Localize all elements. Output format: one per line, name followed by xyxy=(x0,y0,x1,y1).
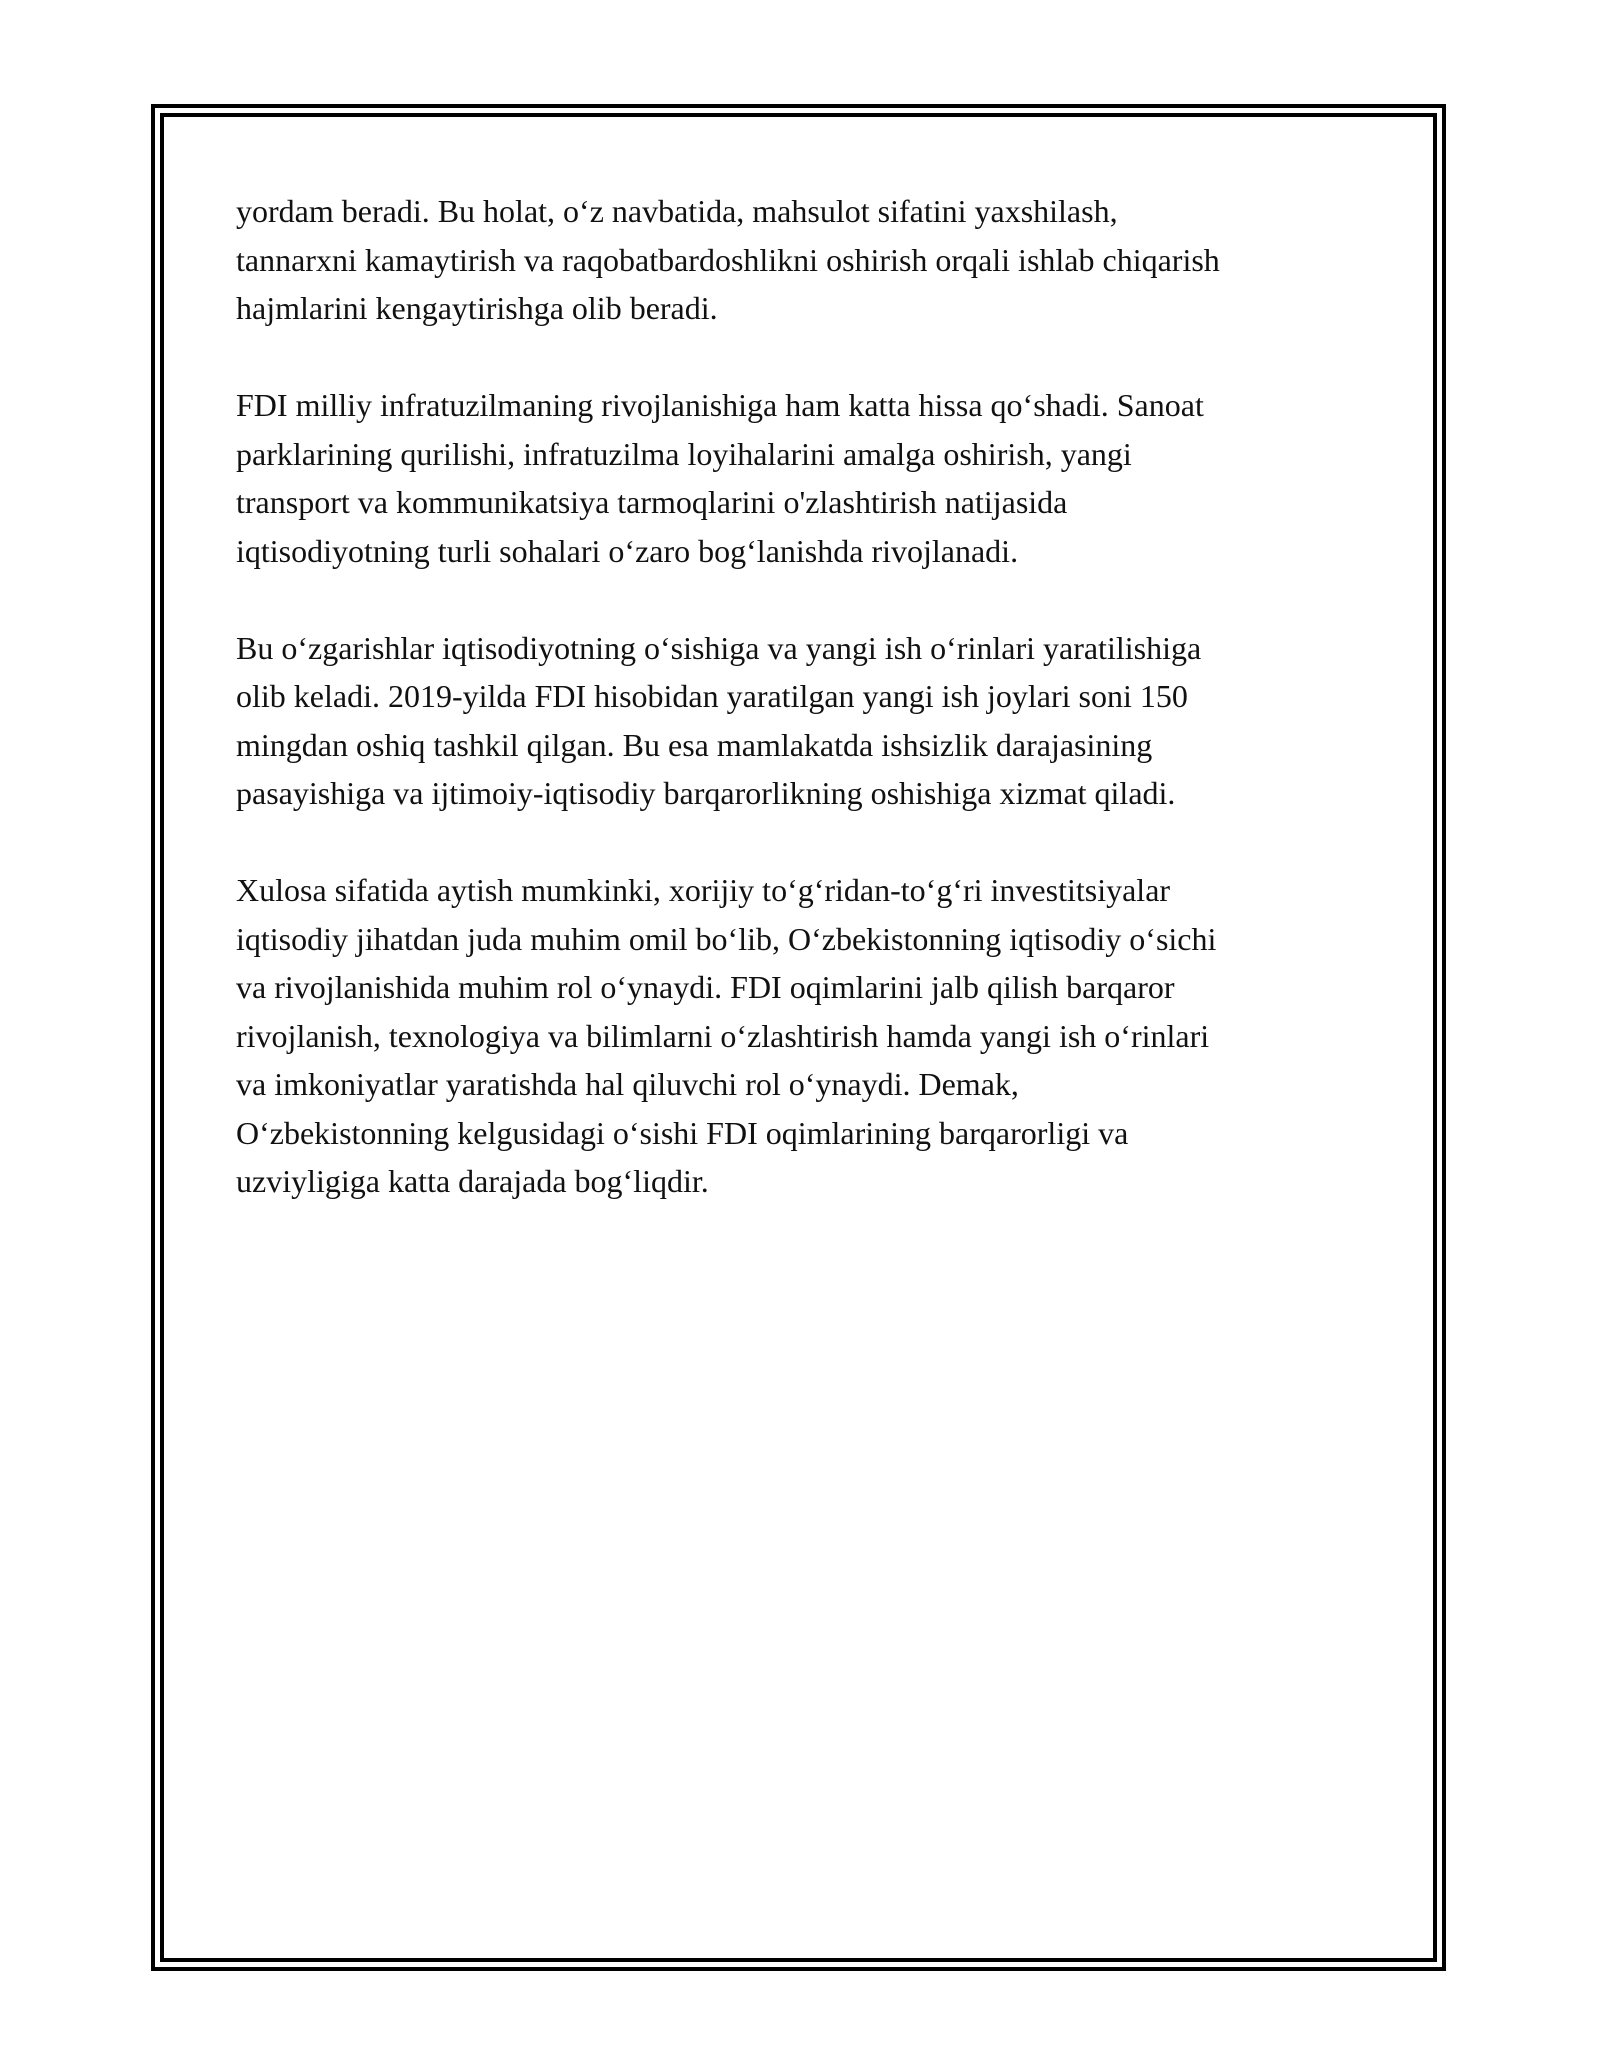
paragraph-3: Bu o‘zgarishlar iqtisodiyotning o‘sishiga va yangi ish o‘rinlari yaratilishiga olib keladi. 2019-yilda FDI hisobidan yaratilgan yangi ish joylari soni 150 mingdan oshiq tashkil qilgan. Bu esa mamlakatda ishsizlik darajasining pasayishiga va ijtimoiy-iqtisodiy barqarorlikning oshishiga xizmat qiladi. xyxy=(236,629,1202,811)
paragraph-1: yordam beradi. Bu holat, o‘z navbatida, mahsulot sifatini yaxshilash, tannarxni kamaytirish va raqobatbardoshlikni oshirish orqali ishlab chiqarish hajmlarini kengaytirishga olib beradi. xyxy=(236,193,1220,326)
paragraph-4: Xulosa sifatida aytish mumkinki, xorijiy to‘g‘ridan-to‘g‘ri investitsiyalar iqtisodiy jihatdan juda muhim omil bo‘lib, O‘zbekistonning iqtisodiy o‘sichi va rivojlanishida muhim rol o‘ynaydi. FDI oqimlarini jalb qilish barqaror rivojlanish, texnologiya va bilimlarni o‘zlashtirish hamda yangi ish o‘rinlari va imkoniyatlar yaratishda hal qiluvchi rol o‘ynaydi. Demak, O‘zbekistonning kelgusidagi o‘sishi FDI oqimlarining barqarorligi va uzviyligiga katta darajada bog‘liqdir. xyxy=(236,872,1217,1199)
paragraph-2: FDI milliy infratuzilmaning rivojlanishiga ham katta hissa qo‘shadi. Sanoat parklarining qurilishi, infratuzilma loyihalarini amalga oshirish, yangi transport va kommunikatsiya tarmoqlarini o'zlashtirish natijasida iqtisodiyotning turli sohalari o‘zaro bog‘lanishda rivojlanadi. xyxy=(236,387,1204,569)
document-body xyxy=(236,187,1386,1254)
